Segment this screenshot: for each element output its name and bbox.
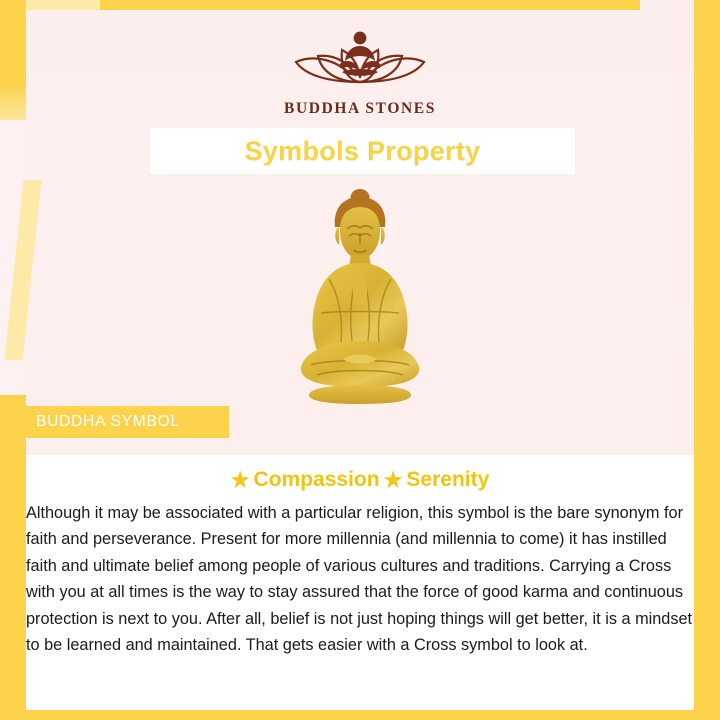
frame-right-lower <box>694 460 720 720</box>
description-text: Although it may be associated with a particular religion, this symbol is the bare synonym for faith and perseverance. Present for more millennia (and millennia to come) it has instilled faith and ultimate belief among people of various cultures and traditions. Carrying a Cross with you at all times is the way to stay assured that the force of good karma and continuous protection is next to you. After all, belief is not just hoping things will get better, it is a mindset to be learned and maintained. That gets easier with a Cross symbol to look at. <box>26 504 693 654</box>
lotus-meditation-figure-icon <box>270 22 450 94</box>
star-icon-right: ★ <box>383 468 403 492</box>
category-tag-label: BUDDHA SYMBOL <box>36 413 180 430</box>
title-banner <box>150 128 575 174</box>
frame-bottom <box>0 710 720 720</box>
category-tag <box>14 406 229 438</box>
frame-top <box>100 0 640 10</box>
attributes-headline <box>0 468 720 492</box>
attribute-serenity: Serenity <box>406 468 490 491</box>
brand-logo <box>0 22 720 118</box>
page-title: Symbols Property <box>244 135 481 166</box>
attribute-compassion: Compassion <box>253 468 380 491</box>
star-icon-left: ★ <box>230 468 250 492</box>
frame-left-lower <box>0 395 26 720</box>
buddha-illustration <box>0 180 720 410</box>
frame-top-accent <box>26 0 100 10</box>
brand-name: BUDDHA STONES <box>284 100 436 117</box>
seated-buddha-statue-icon <box>255 183 465 408</box>
